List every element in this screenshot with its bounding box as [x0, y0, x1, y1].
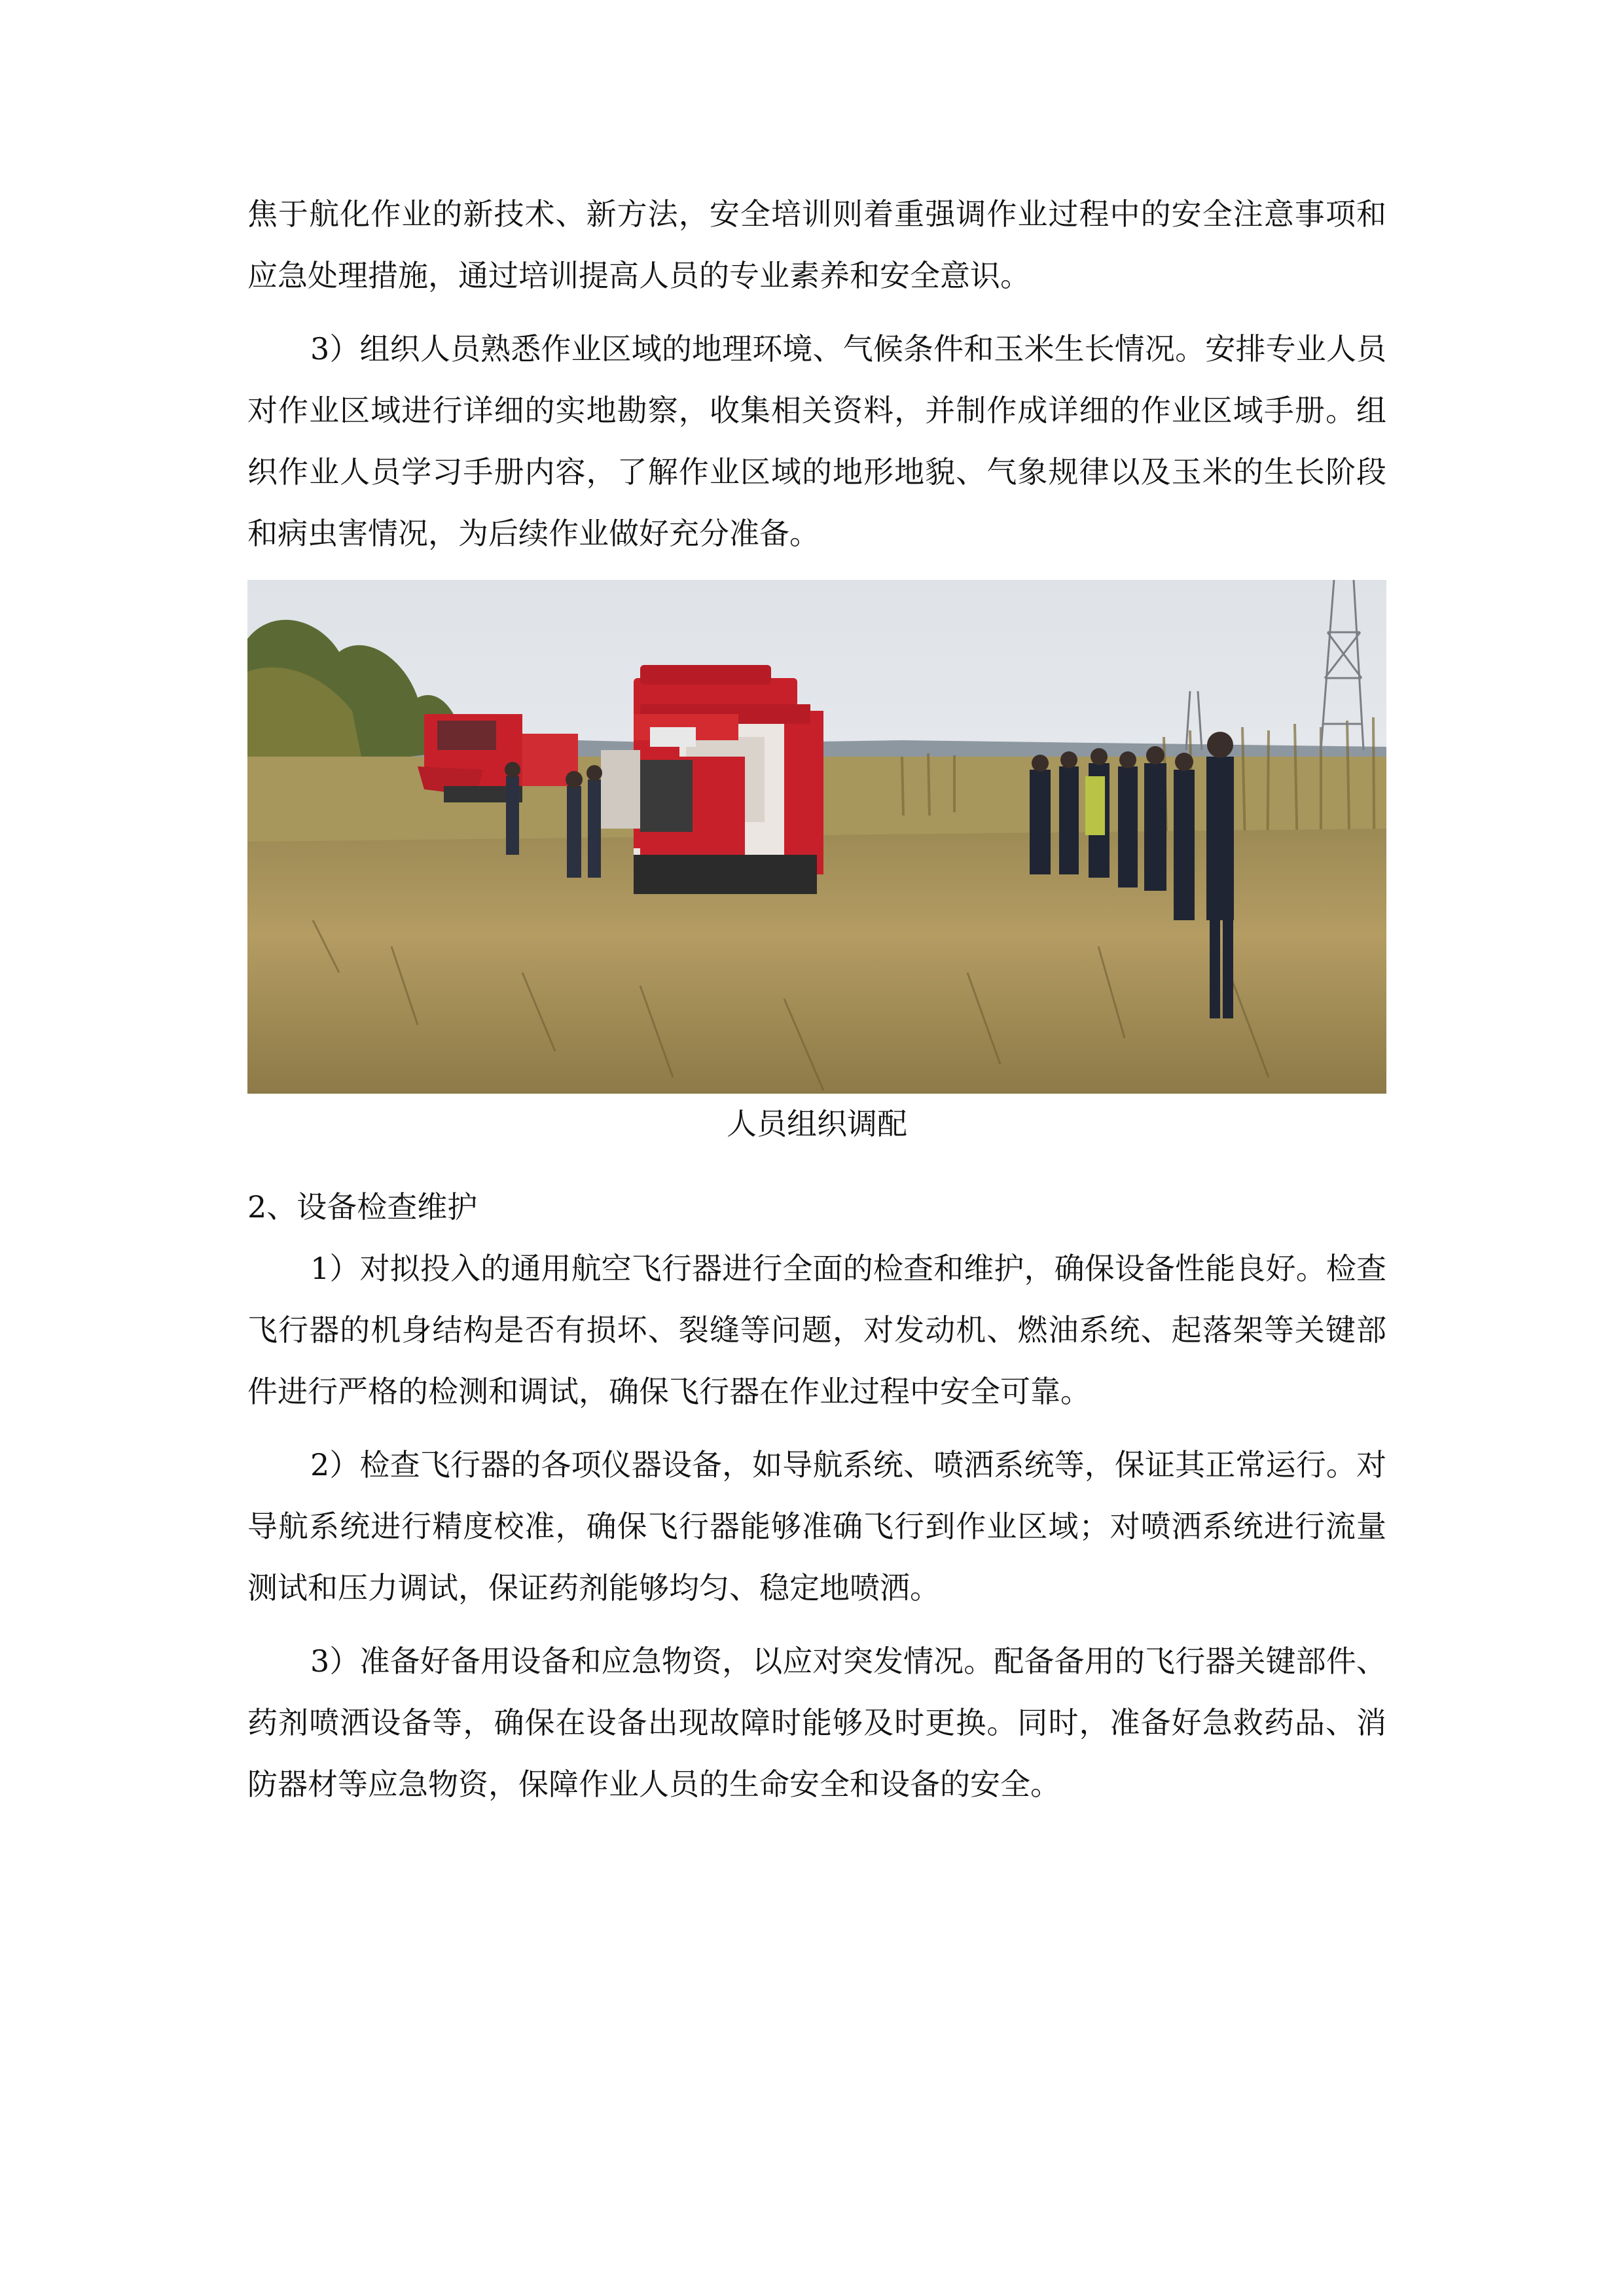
document-page: [247, 183, 1386, 1815]
figure-caption: 人员组织调配: [727, 1106, 907, 1141]
field-photo: [247, 580, 1386, 1094]
paragraph-training-continued: 焦于航化作业的新技术、新方法，安全培训则着重强调作业过程中的安全注意事项和应急处理措施，通过培训提高人员的专业素养和安全意识。: [247, 196, 1386, 293]
paragraph-backup-equipment: 3）准备好备用设备和应急物资，以应对突发情况。配备备用的飞行器关键部件、药剂喷洒设备等，确保在设备出现故障时能够及时更换。同时，准备好急救药品、消防器材等应急物资，保障作业人员的生命安全和设备的安全。: [247, 1643, 1386, 1802]
paragraph-inspect-aircraft: 1）对拟投入的通用航空飞行器进行全面的检查和维护，确保设备性能良好。检查飞行器的机身结构是否有损坏、裂缝等问题，对发动机、燃油系统、起落架等关键部件进行严格的检测和调试，确保飞行器在作业过程中安全可靠。: [247, 1251, 1386, 1409]
paragraph-inspect-instruments: 2）检查飞行器的各项仪器设备，如导航系统、喷洒系统等，保证其正常运行。对导航系统进行精度校准，确保飞行器能够准确飞行到作业区域；对喷洒系统进行流量测试和压力调试，保证药剂能够均匀、稳定地喷洒。: [247, 1447, 1386, 1605]
paragraph-familiarize-area: 3）组织人员熟悉作业区域的地理环境、气候条件和玉米生长情况。安排专业人员对作业区域进行详细的实地勘察，收集相关资料，并制作成详细的作业区域手册。组织作业人员学习手册内容，了解作业区域的地形地貌、气象规律以及玉米的生长阶段和病虫害情况，为后续作业做好充分准备。: [247, 331, 1386, 551]
section-heading-equipment: 2、设备检查维护: [247, 1189, 478, 1225]
